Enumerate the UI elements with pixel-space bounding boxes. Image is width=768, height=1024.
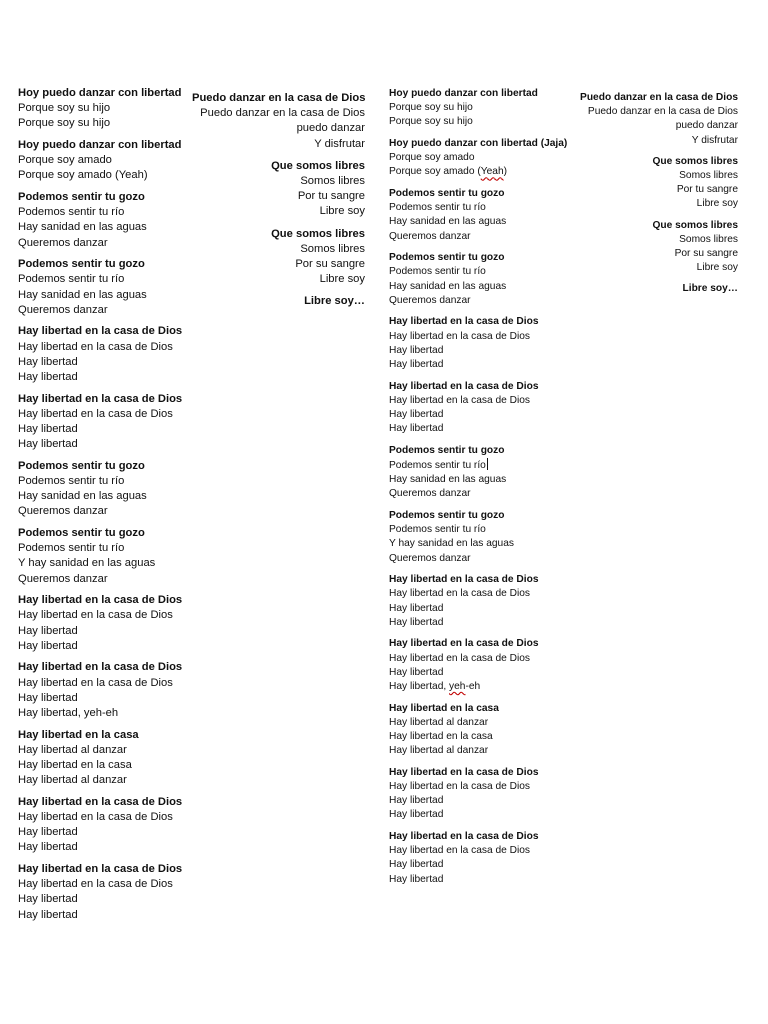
lyric-line — [18, 205, 193, 220]
stanza-heading — [18, 138, 193, 153]
stanza-heading — [566, 282, 738, 296]
lyric-text: Podemos sentir tu río — [389, 460, 486, 472]
lyric-line — [389, 422, 569, 436]
lyric-text: Porque soy amado (Yeah) — [18, 169, 148, 182]
stanza — [18, 660, 193, 721]
stanza — [18, 526, 193, 587]
lyric-text: -eh — [465, 681, 481, 693]
lyric-text: Por tu sangre — [676, 184, 738, 196]
stanza-heading — [389, 380, 569, 394]
lyric-text: Hay libertad en la casa de Dios — [389, 574, 539, 586]
lyrics-column-1 — [18, 86, 193, 929]
lyric-text: Hay libertad en la casa — [389, 731, 493, 743]
stanza-heading — [18, 392, 193, 407]
lyric-text: Queremos danzar — [18, 236, 108, 249]
lyric-line — [389, 537, 569, 551]
stanza — [389, 830, 569, 887]
stanza-heading — [389, 251, 569, 265]
lyric-text: Que somos libres — [271, 159, 365, 172]
lyric-text: Podemos sentir tu gozo — [389, 188, 505, 199]
lyric-line — [18, 153, 193, 168]
lyric-text: Puedo danzar en la casa de Dios — [580, 92, 738, 103]
stanza-heading — [389, 637, 569, 651]
lyric-line — [389, 458, 569, 473]
lyric-text: Hay libertad — [18, 826, 78, 839]
lyric-text: Hay libertad en la casa de Dios — [18, 340, 173, 353]
lyric-text: Hay libertad en la casa de Dios — [18, 407, 173, 420]
lyric-line — [192, 257, 365, 272]
lyric-line — [18, 168, 193, 183]
lyric-line — [18, 572, 193, 587]
lyric-text: Hay libertad en la casa de Dios — [389, 845, 531, 857]
stanza — [18, 324, 193, 385]
lyric-text: puedo danzar — [296, 122, 365, 135]
lyric-text: Hoy puedo danzar con libertad — [389, 88, 538, 99]
lyric-line — [389, 616, 569, 630]
stanza — [18, 138, 193, 184]
lyric-text: Podemos sentir tu gozo — [18, 527, 145, 540]
stanza-heading — [566, 219, 738, 233]
lyric-text: Hay libertad — [389, 859, 444, 871]
lyric-line — [389, 473, 569, 487]
stanza-heading — [18, 862, 193, 877]
stanza-heading — [389, 87, 569, 101]
lyric-line — [18, 220, 193, 235]
lyric-text: Hay libertad en la casa — [18, 759, 132, 772]
lyric-text: Podemos sentir tu gozo — [18, 258, 145, 271]
lyric-line — [18, 624, 193, 639]
lyric-line — [18, 422, 193, 437]
lyric-line — [18, 676, 193, 691]
lyric-text: Porque soy su hijo — [18, 102, 111, 115]
lyric-text: Y disfrutar — [691, 134, 738, 146]
lyric-text: Hay libertad — [389, 344, 444, 356]
lyric-line — [18, 101, 193, 116]
stanza — [192, 91, 365, 152]
lyric-line — [18, 474, 193, 489]
lyric-text: Libre soy — [319, 205, 365, 218]
lyric-line — [389, 794, 569, 808]
lyric-text: Hay sanidad en las aguas — [389, 216, 507, 228]
lyric-text: Y hay sanidad en las aguas — [389, 538, 514, 550]
lyric-text: Podemos sentir tu gozo — [389, 510, 505, 522]
lyric-line — [192, 174, 365, 189]
lyric-line — [566, 247, 738, 261]
lyric-text: Hay libertad — [18, 893, 78, 906]
lyric-text: Hay libertad en la casa — [389, 702, 499, 714]
lyric-text: Hay libertad en la casa de Dios — [389, 330, 531, 342]
stanza-heading — [389, 830, 569, 844]
lyric-line — [566, 183, 738, 197]
lyric-line — [18, 892, 193, 907]
lyric-line — [18, 877, 193, 892]
lyric-text: Hay libertad — [389, 602, 444, 614]
lyric-text: Hay libertad al danzar — [389, 716, 489, 728]
stanza — [566, 155, 738, 212]
lyric-text: Hay libertad — [18, 841, 78, 854]
lyric-line — [18, 355, 193, 370]
lyric-line — [18, 504, 193, 519]
lyric-text: Hay sanidad en las aguas — [18, 288, 147, 301]
lyric-text: Hay libertad en la casa de Dios — [389, 316, 539, 328]
lyric-text: Hay libertad en la casa de Dios — [389, 652, 531, 664]
lyric-line — [566, 119, 738, 133]
stanza-heading — [389, 315, 569, 329]
lyric-line — [192, 106, 365, 121]
lyrics-column-3 — [389, 87, 569, 894]
lyric-line — [18, 556, 193, 571]
lyric-text: Hay libertad en la casa de Dios — [18, 811, 173, 824]
stanza-heading — [18, 728, 193, 743]
stanza-heading — [389, 509, 569, 523]
lyric-text: Que somos libres — [652, 155, 738, 167]
lyric-text: Hay sanidad en las aguas — [18, 221, 147, 234]
lyric-line — [566, 134, 738, 148]
lyric-text: Queremos danzar — [18, 572, 108, 585]
spellcheck-marked-word: Yeah — [480, 166, 504, 178]
lyric-text: Hay libertad en la casa de Dios — [18, 795, 183, 808]
stanza-heading — [389, 137, 569, 151]
lyric-text: Hay libertad en la casa de Dios — [18, 392, 183, 405]
lyric-text: Libre soy — [696, 198, 738, 210]
lyric-line — [389, 151, 569, 165]
lyric-text: Puedo danzar en la casa de Dios — [192, 92, 366, 104]
lyric-text: Hay libertad al danzar — [18, 743, 127, 756]
lyric-text: Hay libertad en la casa de Dios — [389, 831, 539, 843]
lyric-text: Podemos sentir tu río — [389, 266, 486, 278]
lyric-text: Hay libertad — [18, 624, 78, 637]
stanza-heading — [18, 324, 193, 339]
lyric-line — [18, 116, 193, 131]
lyric-text: Hay sanidad en las aguas — [18, 490, 147, 503]
lyric-text: Hay sanidad en las aguas — [389, 474, 507, 486]
stanza — [192, 227, 365, 288]
lyric-text: Por su sangre — [295, 258, 365, 271]
lyric-text: Hay libertad en la casa de Dios — [389, 588, 531, 600]
lyric-line — [192, 242, 365, 257]
stanza-heading — [18, 795, 193, 810]
lyric-line — [18, 437, 193, 452]
stanza-heading — [192, 227, 365, 242]
stanza — [566, 219, 738, 276]
lyric-line — [18, 773, 193, 788]
lyric-line — [389, 265, 569, 279]
lyric-text: Que somos libres — [271, 227, 365, 240]
lyric-line — [389, 666, 569, 680]
lyric-text: Podemos sentir tu río — [18, 475, 125, 488]
lyric-line — [389, 602, 569, 616]
lyric-text: Puedo danzar en la casa de Dios — [200, 107, 365, 120]
lyric-text: Hay libertad en la casa de Dios — [18, 594, 183, 607]
lyric-text: Hay libertad en la casa de Dios — [18, 609, 173, 622]
stanza — [389, 573, 569, 630]
lyric-text: Queremos danzar — [18, 505, 108, 518]
lyric-line — [18, 489, 193, 504]
lyric-text: Queremos danzar — [389, 230, 471, 242]
stanza-heading — [192, 91, 365, 106]
lyric-text: Hay libertad — [18, 691, 78, 704]
lyric-text: Podemos sentir tu río — [18, 542, 125, 555]
lyric-text: Somos libres — [300, 242, 365, 255]
lyric-line — [18, 825, 193, 840]
lyric-text: Hay libertad — [389, 423, 444, 435]
lyric-line — [389, 330, 569, 344]
lyric-line — [389, 280, 569, 294]
stanza — [389, 637, 569, 694]
lyric-line — [389, 716, 569, 730]
stanza — [389, 766, 569, 823]
lyric-line — [18, 407, 193, 422]
lyric-line — [192, 272, 365, 287]
stanza — [389, 251, 569, 308]
stanza-heading — [18, 526, 193, 541]
lyric-text: Hay libertad — [389, 795, 444, 807]
stanza-heading — [389, 573, 569, 587]
lyric-text: Hay libertad — [389, 409, 444, 421]
lyric-text: Libre soy — [319, 273, 365, 286]
lyric-line — [389, 487, 569, 501]
lyric-line — [389, 408, 569, 422]
stanza-heading — [18, 257, 193, 272]
stanza — [566, 282, 738, 296]
lyric-text: Somos libres — [679, 170, 738, 182]
lyric-line — [389, 165, 569, 179]
lyric-line — [18, 288, 193, 303]
lyric-line — [18, 706, 193, 721]
spellcheck-marked-word: yeh — [449, 681, 466, 693]
lyric-line — [18, 340, 193, 355]
stanza — [389, 702, 569, 759]
lyric-text: Hay libertad — [389, 873, 444, 885]
lyric-line — [389, 115, 569, 129]
lyric-text: Hay sanidad en las aguas — [389, 280, 507, 292]
lyric-text: Porque soy amado ( — [389, 166, 481, 178]
lyric-line — [389, 215, 569, 229]
lyric-text: Puedo danzar en la casa de Dios — [587, 106, 738, 118]
stanza — [18, 795, 193, 856]
lyric-line — [389, 294, 569, 308]
lyric-line — [389, 344, 569, 358]
lyric-text: Hay libertad en la casa de Dios — [18, 676, 173, 689]
lyric-text: Hay libertad — [389, 616, 444, 628]
lyric-line — [389, 844, 569, 858]
stanza-heading — [18, 660, 193, 675]
stanza — [389, 444, 569, 502]
lyric-line — [18, 758, 193, 773]
stanza — [389, 87, 569, 130]
lyric-line — [18, 608, 193, 623]
lyric-line — [18, 908, 193, 923]
lyric-text: Somos libres — [300, 175, 365, 188]
stanza — [18, 459, 193, 520]
lyric-text: ) — [503, 166, 508, 178]
lyric-text: Hay libertad en la casa de Dios — [389, 766, 539, 778]
lyric-line — [389, 680, 569, 694]
lyric-text: Hay libertad — [18, 438, 78, 451]
stanza-heading — [18, 86, 193, 101]
stanza-heading — [389, 444, 569, 458]
lyric-text: Podemos sentir tu gozo — [18, 459, 145, 472]
lyric-text: Podemos sentir tu río — [18, 273, 125, 286]
lyric-text: Hay libertad al danzar — [389, 745, 489, 757]
lyric-line — [18, 810, 193, 825]
lyric-text: Porque soy su hijo — [389, 102, 473, 114]
stanza — [18, 257, 193, 318]
stanza-heading — [389, 702, 569, 716]
lyric-line — [18, 743, 193, 758]
stanza — [18, 190, 193, 251]
lyric-text: Podemos sentir tu río — [389, 524, 486, 536]
lyric-line — [389, 201, 569, 215]
lyric-text: Hay libertad — [18, 355, 78, 368]
stanza-heading — [566, 91, 738, 105]
lyric-text: Hoy puedo danzar con libertad — [18, 139, 182, 151]
lyric-line — [18, 840, 193, 855]
lyric-text: Hay libertad al danzar — [18, 774, 127, 787]
lyric-text: Hay libertad en la casa de Dios — [18, 661, 183, 674]
lyric-text: Podemos sentir tu río — [389, 202, 486, 214]
lyric-line — [192, 189, 365, 204]
lyric-line — [389, 101, 569, 115]
lyric-text: Hay libertad en la casa de Dios — [18, 325, 183, 338]
lyric-line — [18, 272, 193, 287]
stanza — [389, 380, 569, 437]
lyric-text: Queremos danzar — [389, 552, 471, 564]
lyric-text: Porque soy su hijo — [389, 116, 473, 128]
lyric-text: Hoy puedo danzar con libertad (Jaja) — [389, 138, 568, 149]
lyric-line — [389, 873, 569, 887]
lyric-line — [18, 236, 193, 251]
lyric-line — [389, 780, 569, 794]
lyric-line — [566, 233, 738, 247]
lyric-line — [192, 137, 365, 152]
lyric-text: Hoy puedo danzar con libertad — [18, 87, 182, 99]
lyric-text: Porque soy amado — [18, 154, 112, 167]
lyric-line — [192, 121, 365, 136]
stanza — [192, 294, 365, 309]
lyric-line — [389, 358, 569, 372]
lyric-line — [566, 105, 738, 119]
lyric-line — [389, 730, 569, 744]
stanza — [18, 728, 193, 789]
lyrics-column-4 — [566, 91, 738, 304]
lyric-text: Porque soy su hijo — [18, 117, 111, 130]
lyric-text: Hay libertad — [18, 908, 78, 921]
stanza-heading — [192, 294, 365, 309]
lyric-text: Hay libertad, yeh-eh — [18, 707, 119, 720]
lyric-text: Hay libertad en la casa de Dios — [389, 781, 531, 793]
lyric-line — [566, 169, 738, 183]
lyric-line — [18, 541, 193, 556]
lyric-text: Podemos sentir tu gozo — [18, 191, 145, 203]
lyric-text: Libre soy — [696, 262, 738, 274]
lyric-line — [18, 639, 193, 654]
stanza-heading — [18, 593, 193, 608]
lyric-text: Hay libertad en la casa de Dios — [389, 638, 539, 650]
lyrics-column-2 — [192, 91, 365, 317]
lyric-line — [389, 552, 569, 566]
lyric-text: Libre soy… — [304, 295, 365, 308]
lyric-text: Hay libertad — [389, 666, 444, 678]
stanza — [389, 137, 569, 180]
stanza — [566, 91, 738, 148]
lyric-text: Hay libertad en la casa de Dios — [18, 863, 183, 876]
lyric-text: Hay libertad en la casa de Dios — [389, 380, 539, 392]
lyric-text: Libre soy… — [682, 283, 738, 295]
stanza-heading — [18, 190, 193, 205]
stanza-heading — [566, 155, 738, 169]
lyric-line — [389, 744, 569, 758]
lyric-line — [389, 652, 569, 666]
lyric-text: puedo danzar — [675, 120, 738, 132]
lyric-text: Hay libertad, — [389, 681, 450, 693]
lyric-line — [389, 230, 569, 244]
stanza-heading — [192, 159, 365, 174]
lyric-text: Hay libertad en la casa de Dios — [389, 394, 531, 406]
lyric-text: Hay libertad — [389, 359, 444, 371]
lyric-text: Que somos libres — [652, 219, 738, 231]
lyric-line — [192, 204, 365, 219]
lyric-text: Hay libertad en la casa — [18, 728, 139, 741]
lyric-text: Podemos sentir tu río — [18, 206, 125, 219]
lyric-text: Y hay sanidad en las aguas — [18, 557, 156, 570]
stanza-heading — [389, 187, 569, 201]
lyric-text: Hay libertad — [18, 371, 78, 384]
lyric-line — [566, 261, 738, 275]
lyric-line — [389, 808, 569, 822]
lyric-text: Por su sangre — [674, 248, 738, 260]
lyric-text: Hay libertad — [389, 809, 444, 821]
lyric-text: Porque soy amado — [389, 152, 475, 164]
stanza — [389, 187, 569, 244]
lyric-text: Queremos danzar — [389, 488, 471, 500]
text-cursor — [487, 458, 488, 470]
lyric-line — [566, 197, 738, 211]
lyric-text: Hay libertad — [18, 423, 78, 436]
lyric-line — [389, 394, 569, 408]
stanza — [18, 862, 193, 923]
lyric-text: Podemos sentir tu gozo — [389, 444, 505, 456]
stanza — [18, 86, 193, 132]
stanza — [18, 593, 193, 654]
lyric-line — [18, 303, 193, 318]
lyric-text: Somos libres — [679, 233, 738, 245]
lyric-line — [389, 858, 569, 872]
stanza — [18, 392, 193, 453]
lyric-text: Queremos danzar — [389, 294, 471, 306]
lyric-line — [389, 523, 569, 537]
lyric-line — [18, 691, 193, 706]
lyric-text: Hay libertad en la casa de Dios — [18, 878, 173, 891]
stanza — [389, 315, 569, 372]
stanza-heading — [18, 459, 193, 474]
lyric-text: Queremos danzar — [18, 303, 108, 316]
lyric-line — [18, 370, 193, 385]
lyric-text: Hay libertad — [18, 639, 78, 652]
lyric-text: Por tu sangre — [297, 190, 365, 203]
stanza-heading — [389, 766, 569, 780]
stanza — [389, 509, 569, 566]
lyric-text: Podemos sentir tu gozo — [389, 252, 505, 264]
lyric-text: Y disfrutar — [314, 137, 365, 150]
stanza — [192, 159, 365, 220]
lyric-line — [389, 587, 569, 601]
